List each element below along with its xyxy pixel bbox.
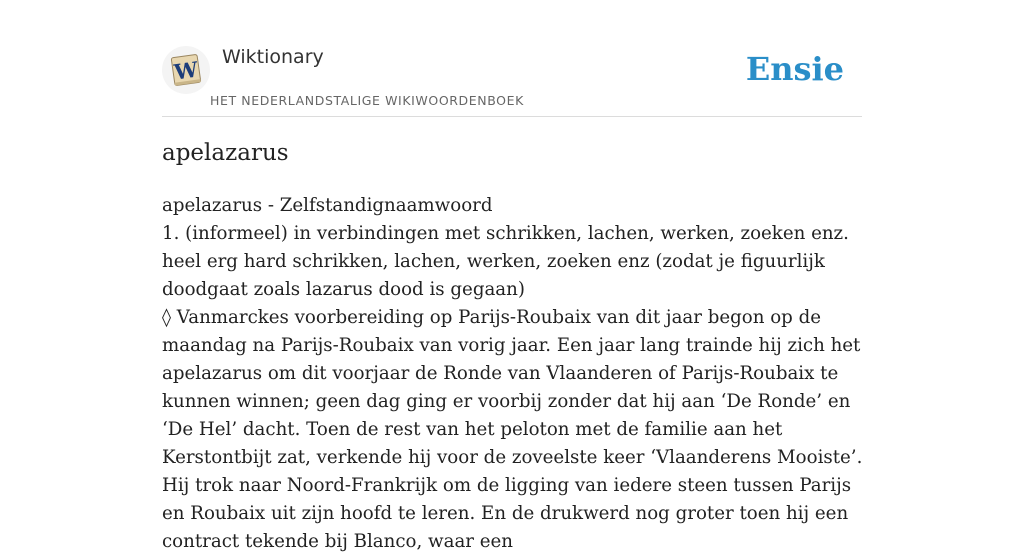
entry-definition: 1. (informeel) in verbindingen met schrikken, lachen, werken, zoeken enz. heel erg hard schrikken, lachen, werken, zoeken enz (zodat je figuurlijk doodgaat zoals lazarus dood is gegaan)	[162, 223, 849, 300]
site-name[interactable]: Wiktionary	[222, 46, 324, 68]
site-tagline: HET NEDERLANDSTALIGE WIKIWOORDENBOEK	[210, 93, 524, 108]
entry-content	[162, 192, 868, 556]
entry-example: ◊ Vanmarckes voorbereiding op Parijs-Roubaix van dit jaar begon op de maandag na Parijs-Roubaix van vorig jaar. Een jaar lang trainde hij zich het apelazarus om dit voorjaar de Ronde van Vlaanderen of Parijs-Roubaix te kunnen winnen; geen dag ging er voorbij zonder dat hij aan ‘De Ronde’ en ‘De Hel’ dacht. Toen de rest van het peloton met de familie aan het Kerstontbijt zat, verkende hij voor de zoveelste keer ‘Vlaanderens Mooiste’. Hij trok naar Noord-Frankrijk om de ligging van iedere steen tussen Parijs en Roubaix uit zijn hoofd te leren. En de drukwerd nog groter toen hij een contract tekende bij Blanco, waar een	[162, 307, 863, 552]
ensie-brand-logo[interactable]: Ensie	[745, 50, 844, 88]
page-title: apelazarus	[162, 140, 289, 166]
svg-text:W: W	[172, 56, 200, 85]
site-header	[162, 40, 862, 117]
entry-heading: apelazarus - Zelfstandignaamwoord	[162, 195, 493, 216]
wiktionary-logo-icon[interactable]	[162, 46, 210, 94]
